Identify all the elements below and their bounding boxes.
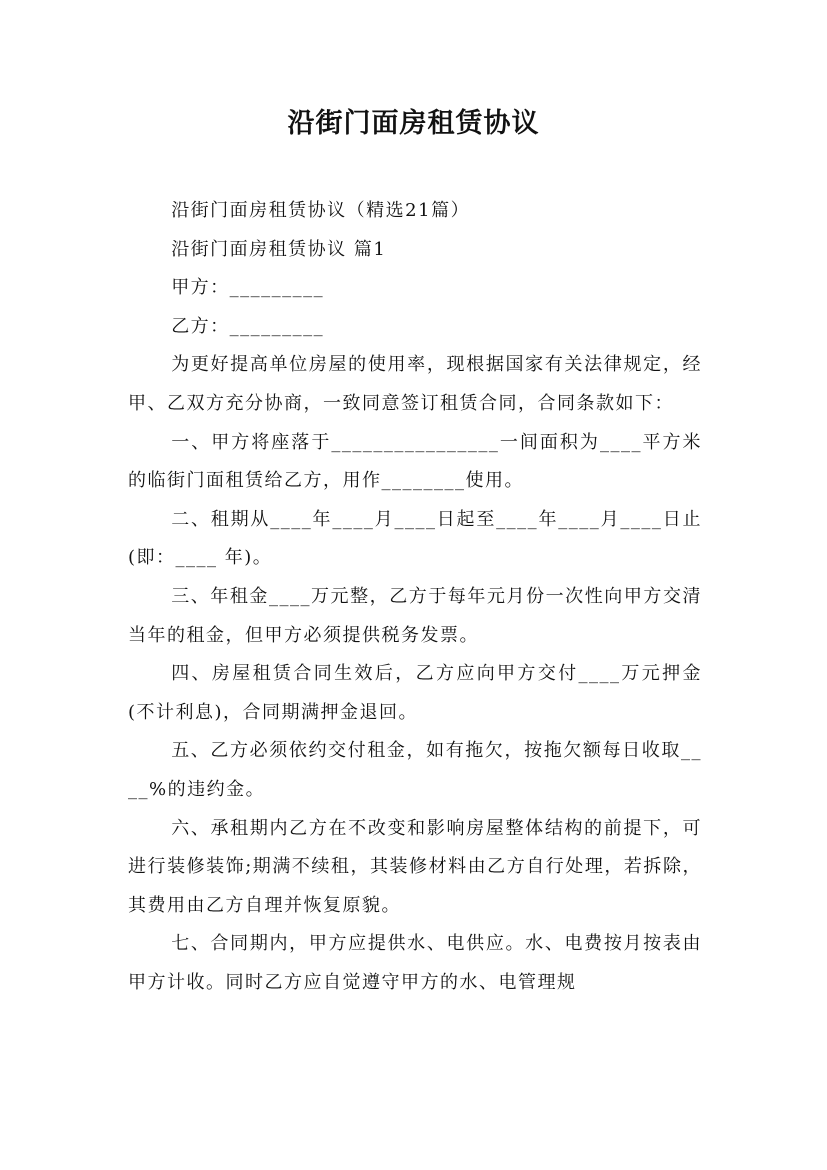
clause-5: 五、乙方必须依约交付租金，如有拖欠，按拖欠额每日收取____%的违约金。 bbox=[128, 740, 702, 800]
clause-7: 七、合同期内，甲方应提供水、电供应。水、电费按月按表由甲方计收。同时乙方应自觉遵守甲方的水、电管理规 bbox=[128, 933, 702, 993]
section-heading: 沿街门面房租赁协议 篇1 bbox=[171, 238, 387, 260]
document-body bbox=[128, 192, 702, 1002]
clause-4: 四、房屋租赁合同生效后，乙方应向甲方交付____万元押金(不计利息)，合同期满押金退回。 bbox=[128, 663, 702, 723]
subtitle-paragraph: 沿街门面房租赁协议（精选21篇） bbox=[171, 200, 471, 221]
party-b-line: 乙方：_________ bbox=[171, 315, 325, 337]
clause-3: 三、年租金____万元整，乙方于每年元月份一次性向甲方交清当年的租金，但甲方必须提供税务发票。 bbox=[128, 585, 702, 646]
clause-6: 六、承租期内乙方在不改变和影响房屋整体结构的前提下，可进行装修装饰;期满不续租，其装修材料由乙方自行处理，若拆除，其费用由乙方自理并恢复原貌。 bbox=[128, 817, 702, 916]
party-a-line: 甲方：_________ bbox=[171, 277, 325, 299]
clause-1: 一、甲方将座落于________________一间面积为____平方米的临街门面租赁给乙方，用作________使用。 bbox=[128, 431, 702, 492]
preamble-paragraph: 为更好提高单位房屋的使用率，现根据国家有关法律规定，经甲、乙双方充分协商，一致同意签订租赁合同，合同条款如下： bbox=[128, 354, 702, 414]
document-title: 沿街门面房租赁协议 bbox=[287, 108, 540, 139]
clause-2: 二、租期从____年____月____日起至____年____月____日止(即：____ 年)。 bbox=[128, 508, 702, 569]
